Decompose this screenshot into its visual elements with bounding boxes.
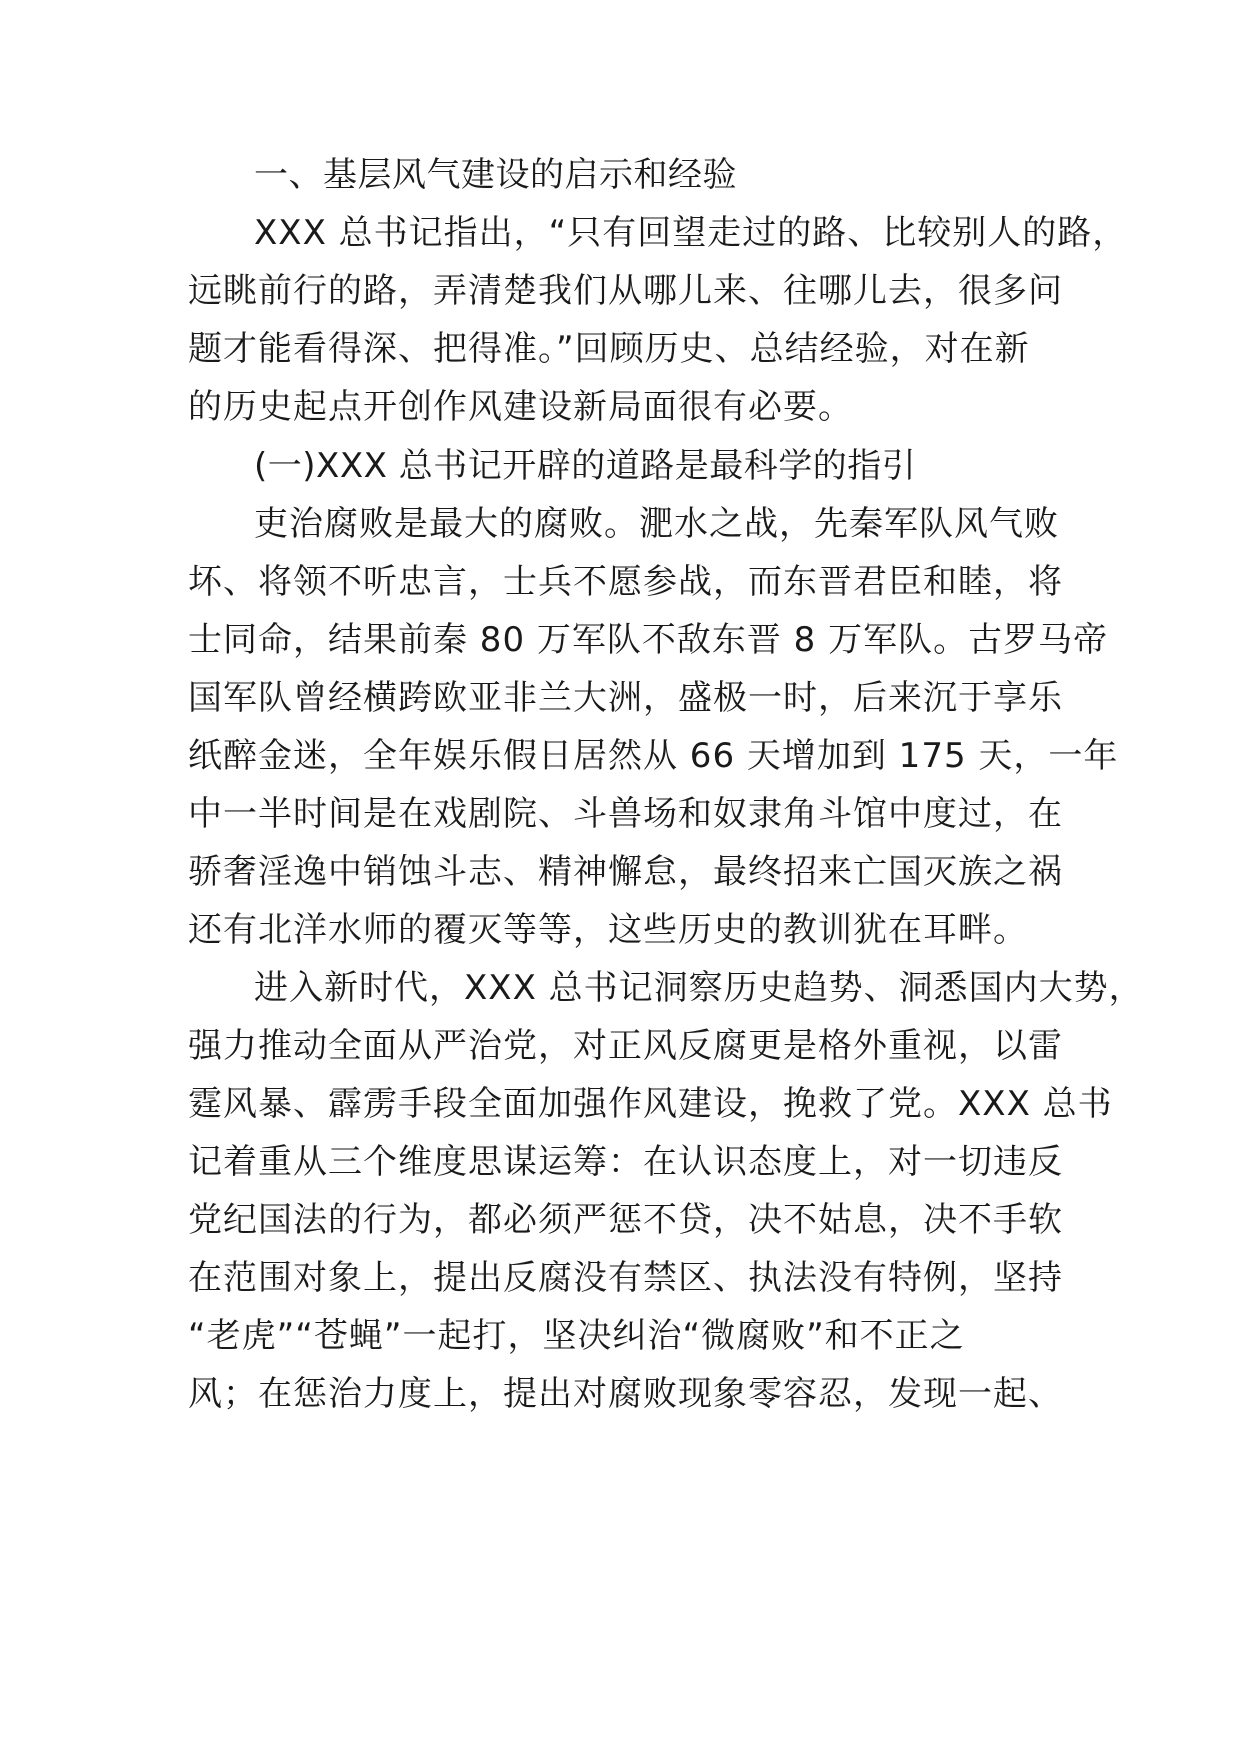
paragraph-line: 中一半时间是在戏剧院、斗兽场和奴隶角斗馆中度过，在 [188,794,1063,834]
paragraph-line: XXX 总书记指出，“只有回望走过的路、比较别人的路， [254,213,1128,253]
paragraph-line: 骄奢淫逸中销蚀斗志、精神懈怠，最终招来亡国灭族之祸 [188,852,1063,892]
paragraph-line: 吏治腐败是最大的腐败。淝水之战，先秦军队风气败 [254,504,1059,544]
paragraph-line: 党纪国法的行为，都必须严惩不贷，决不姑息，决不手软 [188,1200,1063,1240]
paragraph-line: 强力推动全面从严治党，对正风反腐更是格外重视，以雷 [188,1026,1063,1066]
paragraph-line: 士同命，结果前秦 80 万军队不敌东晋 8 万军队。古罗马帝 [188,620,1109,660]
paragraph-line: 霆风暴、霹雳手段全面加强作风建设，挽救了党。XXX 总书 [188,1084,1113,1124]
subsection-heading: (一)XXX 总书记开辟的道路是最科学的指引 [254,446,917,486]
paragraph-line: 坏、将领不听忠言，士兵不愿参战，而东晋君臣和睦，将 [188,562,1063,602]
paragraph-line: 在范围对象上，提出反腐没有禁区、执法没有特例，坚持 [188,1258,1063,1298]
paragraph-line: “老虎”“苍蝇”一起打，坚决纠治“微腐败”和不正之 [188,1316,965,1356]
paragraph-line: 题才能看得深、把得准。”回顾历史、总结经验，对在新 [188,329,1030,369]
paragraph-line: 风；在惩治力度上，提出对腐败现象零容忍，发现一起、 [188,1374,1063,1414]
paragraph-line: 国军队曾经横跨欧亚非兰大洲，盛极一时，后来沉于享乐 [188,678,1063,718]
paragraph-line: 远眺前行的路，弄清楚我们从哪儿来、往哪儿去，很多问 [188,271,1063,311]
paragraph-line: 进入新时代，XXX 总书记洞察历史趋势、洞悉国内大势， [254,968,1144,1008]
section-heading: 一、基层风气建设的启示和经验 [254,155,737,195]
paragraph-line: 纸醉金迷，全年娱乐假日居然从 66 天增加到 175 天，一年 [188,736,1119,776]
paragraph-line: 的历史起点开创作风建设新局面很有必要。 [188,387,853,427]
paragraph-line: 还有北洋水师的覆灭等等，这些历史的教训犹在耳畔。 [188,910,1028,950]
paragraph-line: 记着重从三个维度思谋运筹：在认识态度上，对一切违反 [188,1142,1063,1182]
